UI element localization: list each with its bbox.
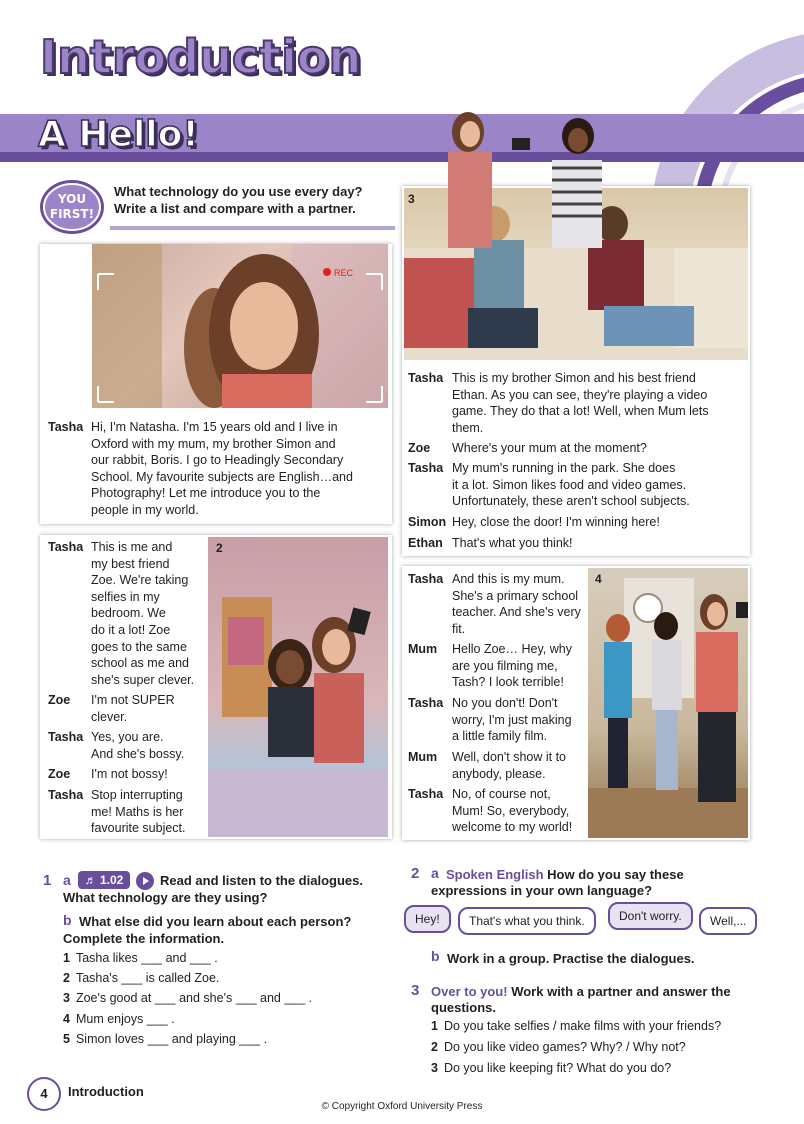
dialogue-line: favourite subject. — [91, 821, 186, 836]
exercise-2a-line2: expressions in your own language? — [431, 883, 653, 898]
dialogue-line: This is my brother Simon and his best friend — [452, 371, 696, 385]
exercise-1a-letter: a — [63, 872, 71, 888]
dialogue-text — [452, 514, 746, 531]
exercise-1-item — [63, 991, 312, 1005]
rec-label: REC — [334, 268, 354, 278]
dialogue-text — [452, 695, 592, 745]
exercise-2a-instruction — [446, 866, 684, 883]
dialogue-text — [452, 641, 592, 691]
dialogue-line: Zoe. We're taking — [91, 573, 189, 588]
item-text: Simon loves ___ and playing ___ . — [75, 1032, 268, 1046]
speaker-tasha: Tasha — [408, 696, 444, 710]
item-text: Do you take selfies / make films with your friends? — [443, 1019, 722, 1033]
speaker-zoe: Zoe — [408, 441, 431, 455]
speech-bubble: Hey! — [404, 905, 451, 933]
dialogue-line: clever. — [91, 709, 128, 724]
dialogue-text — [91, 539, 211, 688]
speaker-zoe: Zoe — [48, 693, 71, 707]
dialogue-line: me! Maths is her — [91, 804, 184, 819]
speaker-tasha: Tasha — [48, 730, 84, 744]
speaker-ethan: Ethan — [408, 536, 443, 550]
exercise-3-number: 3 — [411, 982, 420, 999]
dialogue-line: Hi, I'm Natasha. I'm 15 years old and I live in — [91, 420, 338, 434]
dialogue-line: That's what you think! — [452, 536, 573, 550]
exercise-3-instruction — [431, 983, 731, 1000]
page-title: Introduction — [40, 30, 362, 84]
dialogue-text — [452, 749, 592, 782]
speech-bubble: Don't worry. — [608, 902, 693, 930]
dialogue-line: I'm not bossy! — [91, 767, 168, 781]
audio-track-button[interactable] — [78, 871, 130, 889]
dialogue-line: selfies in my — [91, 589, 160, 604]
you-first-question — [114, 183, 384, 217]
speaker-tasha: Tasha — [408, 371, 444, 385]
exercise-1-number: 1 — [43, 872, 52, 889]
dialogue-line: Mum! So, everybody, — [452, 803, 570, 818]
dialogue-line: Yes, you are. — [91, 730, 164, 744]
exercise-1a-line2: What technology are they using? — [63, 890, 268, 905]
photo-mum-family — [588, 568, 748, 838]
dialogue-text — [452, 460, 746, 510]
exercise-2b-text: Work in a group. Practise the dialogues. — [447, 951, 695, 966]
dialogue-line: And she's bossy. — [91, 746, 185, 761]
dialogue-line: our rabbit, Boris. I go to Headingly Secondary — [91, 453, 344, 468]
dialogue-line: My mum's running in the park. She does — [452, 461, 676, 475]
exercise-2-number: 2 — [411, 865, 420, 882]
dialogue-line: it a lot. Simon likes food and video games. — [452, 477, 687, 492]
exercise-1b-line1: What else did you learn about each person? — [79, 914, 352, 929]
item-number: 1 — [431, 1019, 438, 1033]
dialogue-line: School. My favourite subjects are English…and — [91, 469, 353, 484]
speaker-tasha: Tasha — [408, 787, 444, 801]
item-text: Mum enjoys ___ . — [75, 1012, 175, 1026]
speaker-zoe: Zoe — [48, 767, 71, 781]
you-first-badge-line2: FIRST! — [49, 207, 95, 221]
panel-number: 3 — [408, 192, 415, 206]
exercise-1-item — [63, 1012, 175, 1026]
dialogue-line: Well, don't show it to — [452, 750, 567, 764]
dialogue-line: anybody, please. — [452, 766, 546, 781]
dialogue-line: a little family film. — [452, 729, 548, 744]
copyright-notice: © Copyright Oxford University Press — [321, 1101, 483, 1112]
item-text: Do you like video games? Why? / Why not? — [443, 1040, 686, 1054]
item-text: Zoe's good at ___ and she's ___ and ___ . — [75, 991, 313, 1005]
dialogue-line: bedroom. We — [91, 606, 166, 621]
over-to-you-label: Over to you! — [431, 984, 508, 999]
item-number: 4 — [63, 1012, 70, 1026]
dialogue-line: Stop interrupting — [91, 788, 183, 802]
dialogue-panel-2 — [40, 535, 392, 839]
exercise-3-item — [431, 1019, 721, 1033]
dialogue-text — [452, 535, 746, 552]
photo-tasha-zoe-selfie — [208, 537, 388, 837]
item-text: Do you like keeping fit? What do you do? — [443, 1061, 672, 1075]
dialogue-text — [91, 729, 211, 762]
dialogue-line: And this is my mum. — [452, 572, 565, 586]
item-number: 2 — [431, 1040, 438, 1054]
spoken-english-label: Spoken English — [446, 867, 544, 882]
dialogue-line: my best friend — [91, 556, 170, 571]
speaker-tasha: Tasha — [48, 540, 84, 554]
item-number: 1 — [63, 951, 70, 965]
dialogue-line: Hey, close the door! I'm winning here! — [452, 515, 660, 529]
dialogue-panel-1 — [40, 244, 392, 524]
photo-tasha-selfie-art — [92, 244, 388, 408]
dialogue-text — [91, 766, 211, 783]
dialogue-text — [91, 419, 389, 519]
item-number: 5 — [63, 1032, 70, 1046]
photo-mum-family-art — [588, 568, 748, 838]
dialogue-text — [452, 440, 746, 457]
dialogue-line: Oxford with my mum, my brother Simon and — [91, 436, 336, 451]
exercise-1b-line2: Complete the information. — [63, 931, 225, 946]
item-text: Tasha likes ___ and ___ . — [75, 951, 218, 965]
page-number: 4 — [27, 1077, 61, 1111]
dialogue-line: Ethan. As you can see, they're playing a video — [452, 387, 708, 402]
you-first-badge — [38, 175, 106, 235]
exercise-1a-line1: Read and listen to the dialogues. — [160, 873, 363, 888]
dialogue-line: do it a lot! Zoe — [91, 622, 171, 637]
exercise-1-item — [63, 951, 218, 965]
speaker-mum: Mum — [408, 750, 438, 764]
speaker-tasha: Tasha — [48, 420, 84, 434]
exercise-3-item — [431, 1040, 686, 1054]
dialogue-line: game. They do that a lot! Well, when Mum lets — [452, 404, 709, 419]
dialogue-line: teacher. And she's very — [452, 605, 581, 620]
speech-bubble: Well,... — [699, 907, 757, 935]
dialogue-line: Tash? I look terrible! — [452, 675, 564, 690]
audio-track-label: 1.02 — [99, 873, 124, 887]
you-first-badge-line1: YOU — [57, 192, 87, 206]
speaker-tasha: Tasha — [48, 788, 84, 802]
exercise-1b-letter: b — [63, 912, 72, 928]
speaker-icon: ♬ — [84, 873, 100, 887]
dialogue-line: people in my world. — [91, 502, 199, 517]
dialogue-line: are you filming me, — [452, 658, 558, 673]
photo-girls-filming — [420, 108, 610, 248]
exercise-3-item — [431, 1061, 671, 1075]
exercise-1-item — [63, 971, 219, 985]
item-text: Tasha's ___ is called Zoe. — [75, 971, 220, 985]
speech-bubble: That's what you think. — [458, 907, 596, 935]
you-first-question-line2: Write a list and compare with a partner. — [114, 201, 356, 216]
exercise-2a-line1: How do you say these — [547, 867, 684, 882]
item-number: 3 — [431, 1061, 438, 1075]
item-number: 3 — [63, 991, 70, 1005]
you-first-question-line1: What technology do you use every day? — [114, 184, 363, 199]
photo-tasha-selfie — [92, 244, 388, 408]
dialogue-line: Unfortunately, these aren't school subjects. — [452, 494, 690, 509]
dialogue-text — [452, 571, 592, 637]
dialogue-line: Where's your mum at the moment? — [452, 441, 647, 455]
speaker-simon: Simon — [408, 515, 447, 529]
dialogue-text — [452, 786, 592, 836]
play-icon[interactable] — [136, 872, 154, 890]
play-icon-glyph — [136, 872, 154, 890]
dialogue-line: No, of course not, — [452, 787, 551, 801]
dialogue-line: school as me and — [91, 656, 189, 671]
footer-label: Introduction — [68, 1084, 144, 1099]
dialogue-line: Photography! Let me introduce you to the — [91, 486, 321, 501]
exercise-3-line1: Work with a partner and answer the — [511, 984, 731, 999]
dialogue-line: welcome to my world! — [452, 820, 573, 835]
dialogue-line: she's super clever. — [91, 672, 195, 687]
you-first-underline — [110, 226, 395, 230]
section-title: A Hello! — [38, 114, 199, 155]
exercise-2b-letter: b — [431, 948, 440, 964]
dialogue-panel-4 — [402, 566, 750, 840]
speaker-mum: Mum — [408, 642, 438, 656]
dialogue-line: worry, I'm just making — [452, 712, 572, 727]
dialogue-line: them. — [452, 420, 484, 435]
dialogue-text — [91, 692, 211, 725]
exercise-1-item — [63, 1032, 267, 1046]
photo-tasha-zoe-selfie-art — [208, 537, 388, 837]
dialogue-line: fit. — [452, 621, 466, 636]
dialogue-line: Hello Zoe… Hey, why — [452, 642, 572, 656]
item-number: 2 — [63, 971, 70, 985]
exercise-2a-letter: a — [431, 865, 439, 881]
dialogue-line: She's a primary school — [452, 588, 579, 603]
dialogue-line: I'm not SUPER — [91, 693, 175, 707]
dialogue-line: This is me and — [91, 540, 173, 554]
exercise-3-line2: questions. — [431, 1000, 497, 1015]
dialogue-text — [452, 370, 746, 436]
speaker-tasha: Tasha — [408, 572, 444, 586]
dialogue-line: No you don't! Don't — [452, 696, 558, 710]
dialogue-text — [91, 787, 211, 837]
panel-number: 4 — [595, 572, 602, 586]
speaker-tasha: Tasha — [408, 461, 444, 475]
dialogue-line: goes to the same — [91, 639, 187, 654]
panel-number: 2 — [216, 541, 223, 555]
